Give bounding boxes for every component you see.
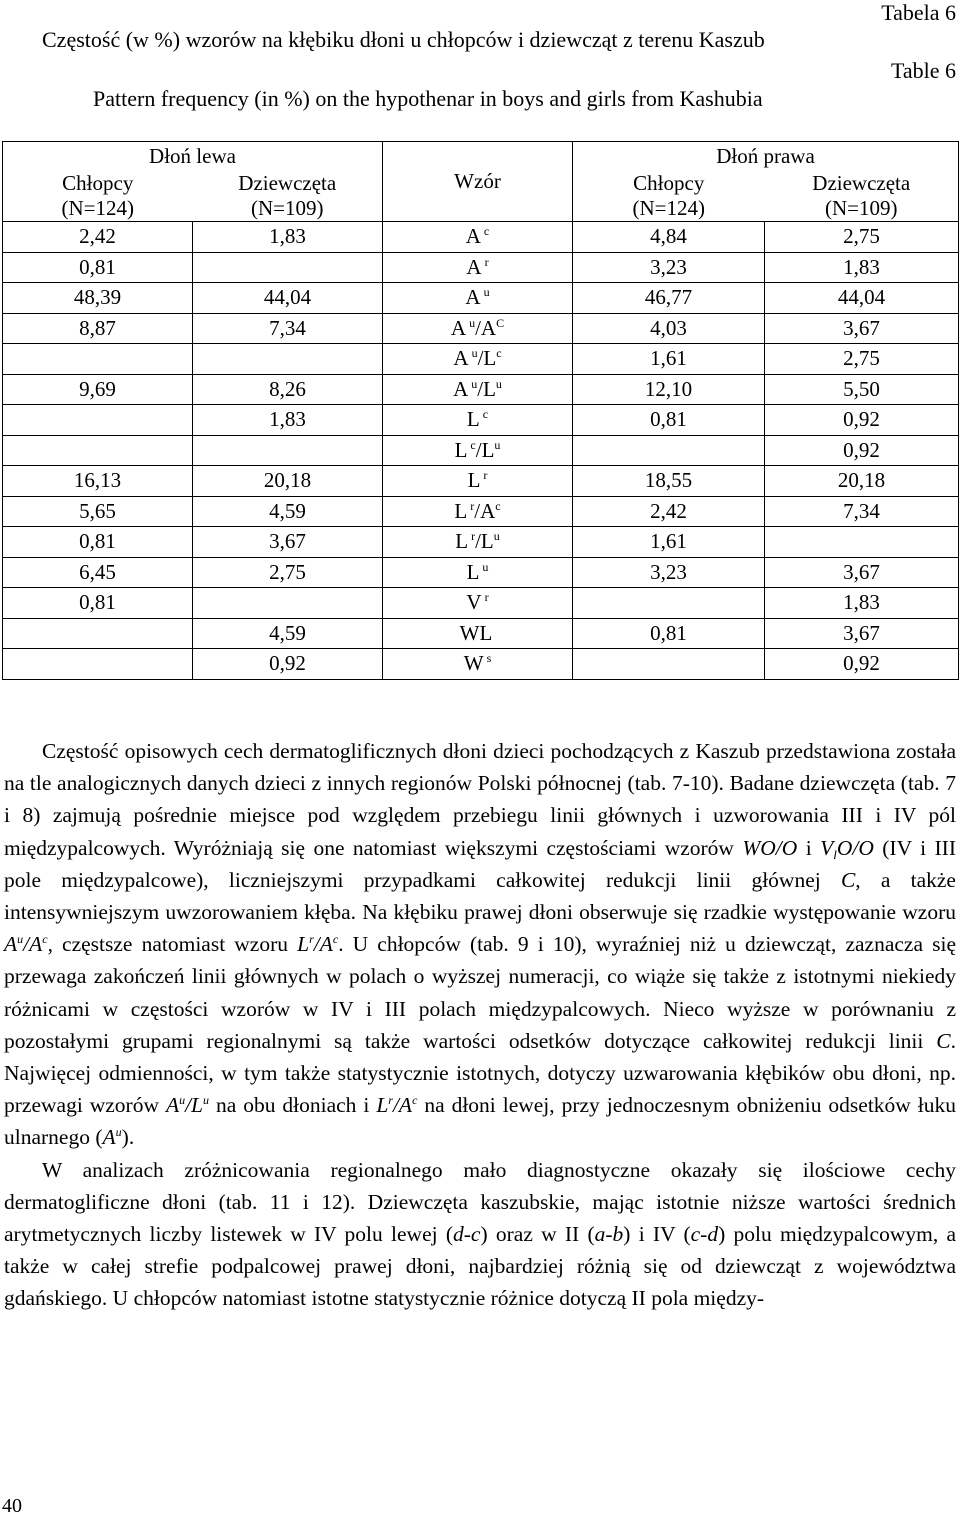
pattern-sup-2: c <box>495 498 501 513</box>
pattern-base: A <box>453 376 469 401</box>
pattern-sup: u <box>482 559 489 574</box>
pattern-cell <box>383 649 573 680</box>
text-segment: , częstsze natomiast wzoru <box>47 932 298 957</box>
pattern-sup: c <box>470 437 476 452</box>
pattern-sup: r <box>484 590 489 604</box>
text-segment: Częstość opisowych cech dermatoglificznych dłoni dzieci pochodzących z Kaszub przedstawiona została na tle analogicznych danych dzieci z innych regionów Polski północnej (tab. 7-10). Badane dziewczęta (tab. 7 i 8) zajmują pośrednie miejsce pod względem przebiegu linii głównych i uzworowania III i IV pól międzypalcowych. Wyróżniają się one natomiast większymi częstościami wzorów <box>4 739 956 860</box>
right-girls-cell: 0,92 <box>765 649 959 680</box>
left-girls-cell: 1,83 <box>193 405 383 436</box>
text-segment: L <box>376 1093 389 1118</box>
table-title-en: Pattern frequency (in %) on the hypothenar in boys and girls from Kashubia <box>93 86 763 111</box>
pattern-base: W <box>463 651 484 675</box>
table-row <box>3 496 959 527</box>
pattern-cell <box>383 466 573 497</box>
pattern-sup: c <box>482 407 489 421</box>
left-boys-cell: 5,65 <box>3 496 193 527</box>
pattern-base-2: /L <box>475 529 494 553</box>
pattern-base: A <box>450 315 467 340</box>
n-boys-label: (N=124) <box>632 196 705 220</box>
right-boys-cell: 1,61 <box>573 527 765 558</box>
left-boys-cell: 0,81 <box>3 252 193 283</box>
right-girls-cell <box>765 527 959 558</box>
table-row <box>3 649 959 680</box>
right-girls-cell: 5,50 <box>765 374 959 405</box>
left-boys-cell <box>3 405 193 436</box>
right-boys-cell: 18,55 <box>573 466 765 497</box>
pattern-base: L <box>455 529 469 553</box>
n-girls-label: (N=109) <box>825 196 898 220</box>
left-boys-cell: 2,42 <box>3 222 193 253</box>
right-girls-header <box>765 171 959 222</box>
left-boys-cell: 6,45 <box>3 557 193 588</box>
pattern-base: L <box>454 437 468 462</box>
text-segment: A <box>102 1125 116 1150</box>
pattern-base: L <box>466 407 480 431</box>
pattern-cell <box>383 344 573 375</box>
table-row <box>3 588 959 619</box>
table-row <box>3 618 959 649</box>
pattern-base: L <box>467 468 481 492</box>
right-boys-cell: 4,03 <box>573 313 765 344</box>
left-girls-cell: 7,34 <box>193 313 383 344</box>
text-segment: l <box>833 846 837 862</box>
pattern-base: A <box>453 346 469 370</box>
n-girls-label: (N=109) <box>251 196 324 220</box>
pattern-base: A <box>465 224 481 248</box>
pattern-sup-2: u <box>495 376 502 391</box>
text-segment: c <box>42 932 48 947</box>
text-segment: u <box>17 932 24 947</box>
pattern-base-2: /L <box>475 437 495 462</box>
pattern-sup: u <box>471 376 478 391</box>
pattern-base: WL <box>459 620 493 645</box>
pattern-cell <box>383 405 573 436</box>
text-segment: ) oraz w II ( <box>480 1222 595 1247</box>
pattern-base-2: /A <box>474 498 496 523</box>
left-boys-header <box>3 171 193 222</box>
text-segment: na obu dłoniach i <box>209 1093 377 1118</box>
text-segment: r <box>388 1093 393 1108</box>
right-boys-cell: 1,61 <box>573 344 765 375</box>
right-boys-cell <box>573 588 765 619</box>
pattern-sup: u <box>469 315 476 330</box>
right-girls-cell: 3,67 <box>765 313 959 344</box>
left-girls-cell <box>193 588 383 619</box>
pattern-cell <box>383 222 573 253</box>
n-boys-label: (N=124) <box>61 196 134 220</box>
right-boys-cell <box>573 649 765 680</box>
pattern-sup-2: C <box>496 315 505 330</box>
girls-label: Dziewczęta <box>238 171 337 195</box>
right-boys-cell <box>573 435 765 466</box>
table-row <box>3 466 959 497</box>
pattern-cell <box>383 283 573 314</box>
paragraph-2 <box>4 1154 956 1315</box>
pattern-sup-2: u <box>494 437 501 452</box>
text-segment: ) i IV ( <box>623 1222 691 1247</box>
text-segment: W analizach zróżnicowania regionalnego mało diagnostyczne okazały się ilościowe cechy dermatoglificzne dłoni (tab. 11 i 12). Dziewczęta kaszubskie, mając istotnie niższe wartości średnich arytmetycznych liczby listewek w IV polu lewej ( <box>4 1157 956 1247</box>
pattern-cell <box>383 374 573 405</box>
left-girls-cell <box>193 252 383 283</box>
text-segment: (IV i III pole międzypalcowe), liczniejszymi przypadkami całkowitej redukcji linii głównej <box>4 835 956 892</box>
pattern-frequency-table <box>2 141 959 680</box>
pattern-cell <box>383 313 573 344</box>
left-boys-cell: 0,81 <box>3 527 193 558</box>
left-girls-cell <box>193 435 383 466</box>
table-row <box>3 557 959 588</box>
text-segment: WO/O <box>742 835 798 860</box>
table-row <box>3 374 959 405</box>
right-boys-cell: 3,23 <box>573 252 765 283</box>
left-girls-cell: 4,59 <box>193 496 383 527</box>
pattern-base-2: /L <box>477 346 497 370</box>
right-hand-header: Dłoń prawa <box>573 142 959 172</box>
pattern-base: A <box>466 254 482 279</box>
right-boys-cell: 2,42 <box>573 496 765 527</box>
left-girls-cell: 20,18 <box>193 466 383 497</box>
text-segment: ) polu międzypalcowym, a także w całej strefie podpalcowej prawej dłoni, najbardziej różnią się od dziewcząt z województwa gdańskiego. U chłopców natomiast istotne statystycznie różnice dotyczą II pola między- <box>4 1222 956 1311</box>
left-boys-cell: 48,39 <box>3 283 193 314</box>
right-girls-cell: 1,83 <box>765 252 959 283</box>
left-boys-cell: 16,13 <box>3 466 193 497</box>
pattern-sup: r <box>484 254 489 269</box>
left-girls-cell <box>193 344 383 375</box>
left-girls-cell: 0,92 <box>193 649 383 680</box>
table-title-pl: Częstość (w %) wzorów na kłębiku dłoni u chłopców i dziewcząt z terenu Kaszub <box>42 27 765 52</box>
left-girls-cell: 8,26 <box>193 374 383 405</box>
body-text <box>4 735 956 1315</box>
right-boys-cell: 12,10 <box>573 374 765 405</box>
pattern-header: Wzór <box>383 142 573 222</box>
text-segment: c-d <box>690 1222 719 1247</box>
text-segment: d-c <box>453 1222 481 1247</box>
text-segment: /A <box>23 932 43 957</box>
table-number-en: Table 6 <box>890 58 956 83</box>
right-girls-cell: 0,92 <box>765 405 959 436</box>
text-segment: /A <box>392 1093 413 1118</box>
text-segment: na dłoni lewej, przy jednoczesnym obniżeniu odsetków łuku ulnarnego ( <box>4 1093 956 1150</box>
right-girls-cell: 3,67 <box>765 618 959 649</box>
pattern-sup: u <box>471 346 478 360</box>
table-number-pl: Tabela 6 <box>881 0 956 25</box>
text-segment: /A <box>313 932 333 957</box>
girls-label: Dziewczęta <box>812 171 911 195</box>
left-boys-cell: 8,87 <box>3 313 193 344</box>
table-row <box>3 405 959 436</box>
table-row <box>3 435 959 466</box>
text-segment: C <box>840 867 856 892</box>
page-number: 40 <box>2 1495 22 1517</box>
right-girls-cell: 1,83 <box>765 588 959 619</box>
text-segment: A <box>4 932 18 957</box>
pattern-sup-2: u <box>493 529 500 543</box>
left-girls-cell: 3,67 <box>193 527 383 558</box>
pattern-cell <box>383 557 573 588</box>
right-boys-cell: 4,84 <box>573 222 765 253</box>
left-girls-cell: 4,59 <box>193 618 383 649</box>
pattern-base: L <box>454 498 468 523</box>
table-row <box>3 527 959 558</box>
right-boys-header <box>573 171 765 222</box>
pattern-base: L <box>466 559 480 584</box>
left-boys-cell <box>3 344 193 375</box>
pattern-cell <box>383 252 573 283</box>
right-girls-cell: 3,67 <box>765 557 959 588</box>
right-boys-cell: 0,81 <box>573 618 765 649</box>
pattern-cell <box>383 527 573 558</box>
left-girls-cell: 44,04 <box>193 283 383 314</box>
pattern-sup: c <box>483 224 490 238</box>
right-girls-cell: 20,18 <box>765 466 959 497</box>
pattern-sup: s <box>486 651 492 665</box>
right-girls-cell: 44,04 <box>765 283 959 314</box>
left-boys-cell <box>3 618 193 649</box>
table-row <box>3 283 959 314</box>
left-girls-header <box>193 171 383 222</box>
text-segment: a-b <box>594 1222 624 1247</box>
text-segment: r <box>309 932 314 947</box>
text-segment: u <box>115 1125 122 1140</box>
text-segment: . U chłopców (tab. 9 i 10), wyraźniej niż u dziewcząt, zaznacza się przewaga zakończeń linii głównych w polach o wyższej numeracji, co wiąże się także z istotnymi niekiedy różnicami w częstości wzorów w IV i III polach międzypalcowych. Nieco wyższe w porównaniu z pozostałymi grupami regionalnymi są także wartości odsetków dotyczące całkowitej redukcji linii <box>4 932 956 1053</box>
left-girls-cell: 2,75 <box>193 557 383 588</box>
table-row <box>3 222 959 253</box>
paragraph-1 <box>4 735 956 1154</box>
boys-label: Chłopcy <box>633 171 705 195</box>
left-hand-header: Dłoń lewa <box>3 142 383 172</box>
left-boys-cell <box>3 435 193 466</box>
table-row <box>3 344 959 375</box>
text-segment: i <box>797 835 821 860</box>
right-girls-cell: 2,75 <box>765 222 959 253</box>
pattern-cell <box>383 496 573 527</box>
left-boys-cell <box>3 649 193 680</box>
text-segment: O/O <box>836 835 874 860</box>
right-boys-cell: 3,23 <box>573 557 765 588</box>
pattern-base-2: /A <box>475 315 497 340</box>
right-girls-cell: 2,75 <box>765 344 959 375</box>
table-row <box>3 313 959 344</box>
text-segment: V <box>820 835 834 860</box>
pattern-cell <box>383 618 573 649</box>
text-segment: . Najwięcej odmienności, w tym także statystycznie istotnych, dotyczy uzwarowania kłębików obu dłoni, np. przewagi wzorów <box>4 1028 956 1118</box>
left-boys-cell: 9,69 <box>3 374 193 405</box>
pattern-cell <box>383 588 573 619</box>
text-segment: ). <box>121 1125 135 1150</box>
pattern-sup: r <box>483 468 488 482</box>
text-segment: u <box>179 1093 186 1108</box>
text-segment: u <box>203 1093 210 1108</box>
right-girls-cell: 0,92 <box>765 435 959 466</box>
text-segment: C <box>936 1028 951 1053</box>
pattern-cell <box>383 435 573 466</box>
pattern-base-2: /L <box>477 376 496 401</box>
pattern-sup: u <box>483 285 490 299</box>
pattern-base: A <box>465 285 481 309</box>
text-segment: /L <box>185 1093 204 1118</box>
boys-label: Chłopcy <box>62 171 134 195</box>
table-header-row-1 <box>3 142 959 172</box>
pattern-base: V <box>466 590 482 614</box>
right-boys-cell: 0,81 <box>573 405 765 436</box>
text-segment: , a także intensywniejszym uwzorowaniem kłęba. Na kłębiku prawej dłoni obserwuje się rzadkie występowanie wzoru <box>4 867 956 925</box>
right-girls-cell: 7,34 <box>765 496 959 527</box>
table-row <box>3 252 959 283</box>
pattern-sup: r <box>471 529 476 543</box>
right-boys-cell: 46,77 <box>573 283 765 314</box>
pattern-sup: r <box>470 498 475 513</box>
text-segment: L <box>297 932 310 957</box>
left-girls-cell: 1,83 <box>193 222 383 253</box>
left-boys-cell: 0,81 <box>3 588 193 619</box>
text-segment: c <box>332 932 339 947</box>
pattern-sup-2: c <box>496 346 502 360</box>
text-segment: A <box>165 1093 180 1118</box>
text-segment: c <box>412 1093 418 1108</box>
